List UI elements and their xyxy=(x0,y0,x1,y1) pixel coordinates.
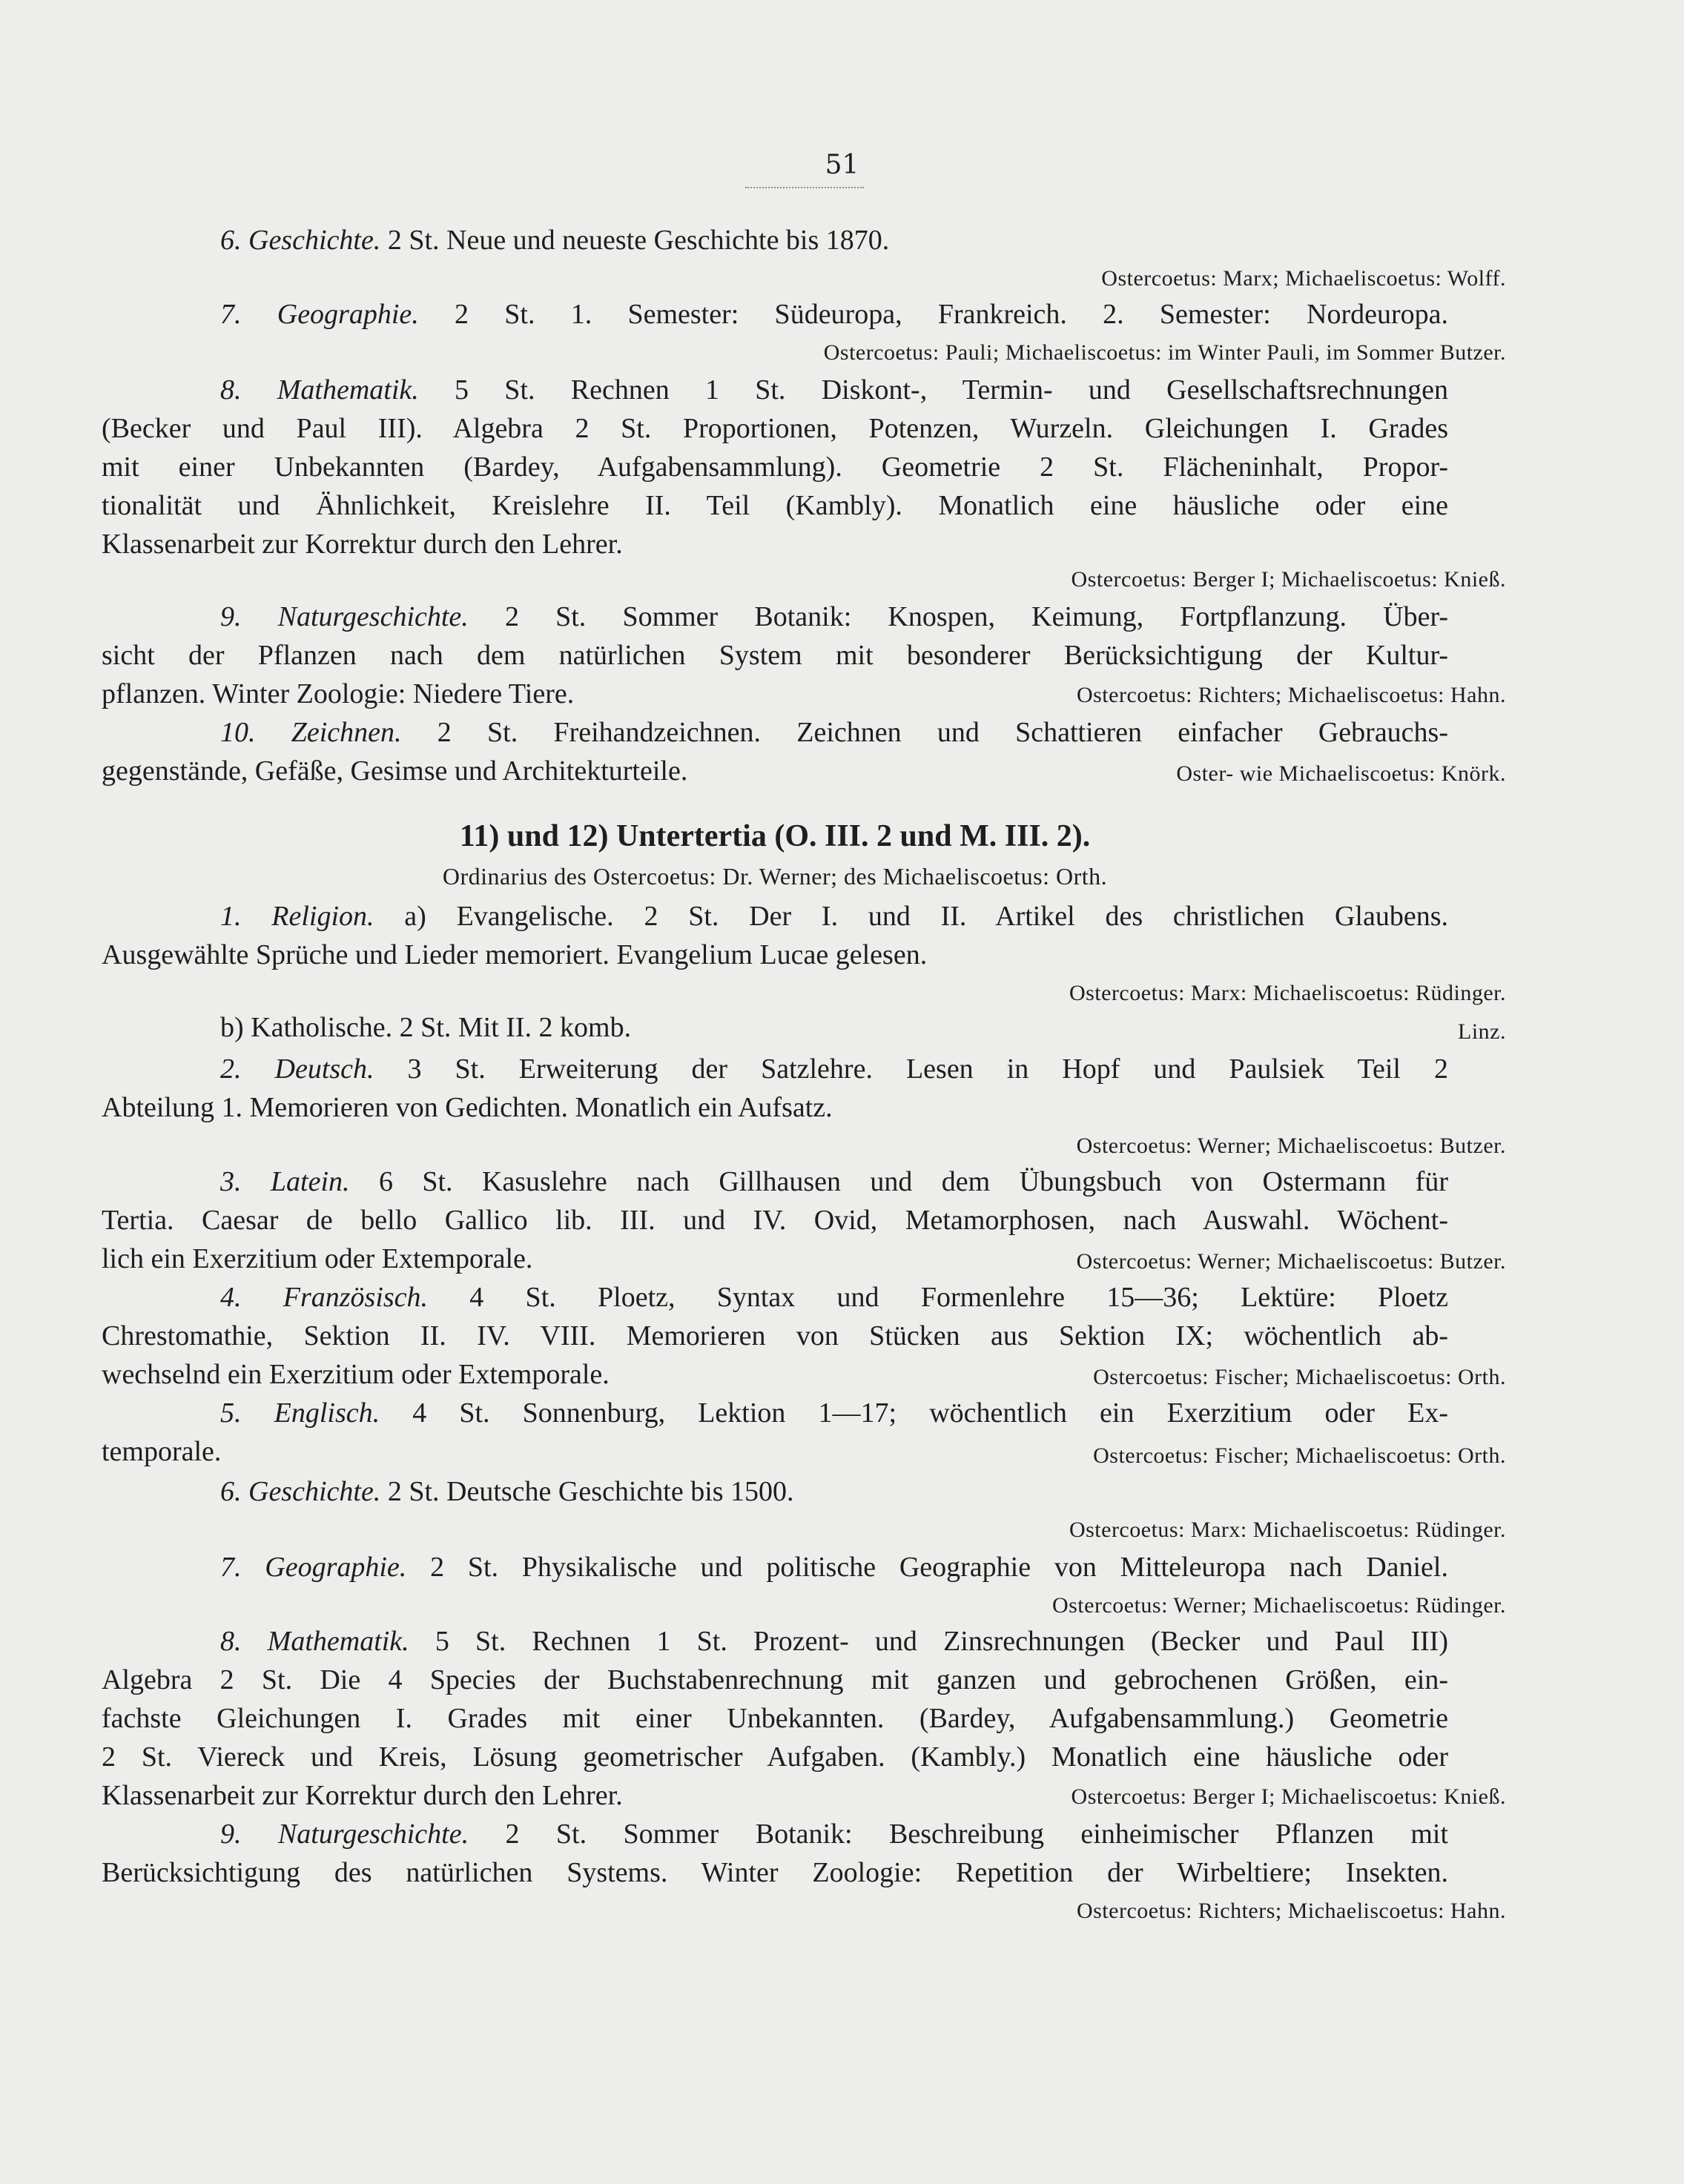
text-line: tionalität und Ähnlichkeit, Kreislehre II. Teil (Kambly). Monatlich eine häusliche oder eine xyxy=(102,490,1448,521)
teacher-assignment: Ostercoetus: Richters; Michaeliscoetus: Hahn. xyxy=(1076,683,1506,707)
text-line: 1. Religion. a) Evangelische. 2 St. Der I. und II. Artikel des christlichen Glaubens. xyxy=(220,901,1448,932)
section-subheading: Ordinarius des Ostercoetus: Dr. Werner; des Michaeliscoetus: Orth. xyxy=(442,863,1108,890)
text-line: 8. Mathematik. 5 St. Rechnen 1 St. Diskont-, Termin- und Gesellschaftsrechnungen xyxy=(220,374,1448,406)
subject-label: 10. Zeichnen. xyxy=(220,717,402,748)
subject-label: 7. Geographie. xyxy=(220,299,419,330)
text-line: 10. Zeichnen. 2 St. Freihandzeichnen. Zeichnen und Schattieren einfacher Gebrauchs- xyxy=(220,717,1448,748)
text-line: Klassenarbeit zur Korrektur durch den Lehrer. xyxy=(102,529,623,560)
teacher-assignment: Linz. xyxy=(1458,1019,1506,1044)
text-line: sicht der Pflanzen nach dem natürlichen System mit besonderer Berücksichtigung der Kultur- xyxy=(102,640,1448,671)
text-line: 8. Mathematik. 5 St. Rechnen 1 St. Prozent- und Zinsrechnungen (Becker und Paul III) xyxy=(220,1626,1448,1657)
teacher-assignment: Ostercoetus: Werner; Michaeliscoetus: Butzer. xyxy=(1076,1134,1506,1158)
subject-label: 3. Latein. xyxy=(220,1166,350,1197)
teacher-assignment: Ostercoetus: Werner; Michaeliscoetus: Butzer. xyxy=(1076,1249,1506,1274)
text-line: Klassenarbeit zur Korrektur durch den Lehrer. xyxy=(102,1780,623,1811)
page-number: 51 xyxy=(825,150,859,180)
text-line: 7. Geographie. 2 St. 1. Semester: Südeuropa, Frankreich. 2. Semester: Nordeuropa. xyxy=(220,299,1448,330)
teacher-assignment: Ostercoetus: Marx: Michaeliscoetus: Rüdinger. xyxy=(1069,981,1506,1005)
text-line: 3. Latein. 6 St. Kasuslehre nach Gillhausen und dem Übungsbuch von Ostermann für xyxy=(220,1166,1448,1197)
text-line: fachste Gleichungen I. Grades mit einer Unbekannten. (Bardey, Aufgabensammlung.) Geometrie xyxy=(102,1703,1448,1734)
text-line: pflanzen. Winter Zoologie: Niedere Tiere. xyxy=(102,678,575,709)
subject-label: 1. Religion. xyxy=(220,901,374,932)
text-line: Chrestomathie, Sektion II. IV. VIII. Memorieren von Stücken aus Sektion IX; wöchentlich ab- xyxy=(102,1320,1448,1351)
teacher-assignment: Ostercoetus: Richters; Michaeliscoetus: Hahn. xyxy=(1076,1899,1506,1923)
text-line: Ausgewählte Sprüche und Lieder memoriert. Evangelium Lucae gelesen. xyxy=(102,939,928,970)
subject-label: 6. Geschichte. xyxy=(220,225,381,256)
text-line: gegenstände, Gefäße, Gesimse und Architekturteile. xyxy=(102,755,688,787)
text-line: 6. Geschichte. 2 St. Neue und neueste Geschichte bis 1870. xyxy=(220,225,890,256)
teacher-assignment: Oster- wie Michaeliscoetus: Knörk. xyxy=(1176,761,1506,786)
text-line: temporale. xyxy=(102,1436,222,1467)
section-heading: 11) und 12) Untertertia (O. III. 2 und M. III. 2). xyxy=(459,819,1091,853)
subject-label: 4. Französisch. xyxy=(220,1282,429,1313)
teacher-assignment: Ostercoetus: Fischer; Michaeliscoetus: Orth. xyxy=(1093,1365,1506,1389)
subject-label: 8. Mathematik. xyxy=(220,1626,409,1657)
teacher-assignment: Ostercoetus: Fischer; Michaeliscoetus: Orth. xyxy=(1093,1443,1506,1468)
subject-label: 2. Deutsch. xyxy=(220,1053,374,1085)
text-line: 9. Naturgeschichte. 2 St. Sommer Botanik: Beschreibung einheimischer Pflanzen mit xyxy=(220,1819,1448,1850)
text-line: 4. Französisch. 4 St. Ploetz, Syntax und Formenlehre 15—36; Lektüre: Ploetz xyxy=(220,1282,1448,1313)
text-line: 5. Englisch. 4 St. Sonnenburg, Lektion 1—17; wöchentlich ein Exerzitium oder Ex- xyxy=(220,1397,1449,1429)
text-line: 7. Geographie. 2 St. Physikalische und politische Geographie von Mitteleuropa nach Daniel. xyxy=(220,1552,1448,1583)
text-line: 2 St. Viereck und Kreis, Lösung geometrischer Aufgaben. (Kambly.) Monatlich eine häusliche oder xyxy=(102,1741,1448,1773)
text-line: wechselnd ein Exerzitium oder Extemporale. xyxy=(102,1359,610,1390)
page-number-underline xyxy=(745,187,864,188)
teacher-assignment: Ostercoetus: Berger I; Michaeliscoetus: Knieß. xyxy=(1071,567,1506,592)
teacher-assignment: Ostercoetus: Werner; Michaeliscoetus: Rüdinger. xyxy=(1051,1593,1506,1618)
text-line: 9. Naturgeschichte. 2 St. Sommer Botanik: Knospen, Keimung, Fortpflanzung. Über- xyxy=(220,601,1449,632)
text-line: lich ein Exerzitium oder Extemporale. xyxy=(102,1243,533,1274)
teacher-assignment: Ostercoetus: Berger I; Michaeliscoetus: Knieß. xyxy=(1071,1784,1506,1809)
text-line: mit einer Unbekannten (Bardey, Aufgabensammlung). Geometrie 2 St. Flächeninhalt, Propor- xyxy=(102,451,1448,483)
subject-label: 9. Naturgeschichte. xyxy=(220,601,469,632)
subject-label: 6. Geschichte. xyxy=(220,1476,381,1507)
text-line: 6. Geschichte. 2 St. Deutsche Geschichte bis 1500. xyxy=(220,1476,794,1507)
subject-label: 5. Englisch. xyxy=(220,1397,380,1429)
teacher-assignment: Ostercoetus: Marx; Michaeliscoetus: Wolff. xyxy=(1101,266,1506,291)
subject-label: 8. Mathematik. xyxy=(220,374,419,406)
subject-label: 9. Naturgeschichte. xyxy=(220,1819,469,1850)
text-line: Abteilung 1. Memorieren von Gedichten. Monatlich ein Aufsatz. xyxy=(102,1092,833,1123)
text-line: Tertia. Caesar de bello Gallico lib. III. und IV. Ovid, Metamorphosen, nach Auswahl. Wöchent- xyxy=(102,1205,1448,1236)
subject-label: 7. Geographie. xyxy=(220,1552,407,1583)
text-line: b) Katholische. 2 St. Mit II. 2 komb. xyxy=(220,1012,632,1043)
text-line: Berücksichtigung des natürlichen Systems. Winter Zoologie: Repetition der Wirbeltiere; Insekten. xyxy=(102,1857,1448,1888)
text-line: 2. Deutsch. 3 St. Erweiterung der Satzlehre. Lesen in Hopf und Paulsiek Teil 2 xyxy=(220,1053,1448,1085)
teacher-assignment: Ostercoetus: Marx: Michaeliscoetus: Rüdinger. xyxy=(1069,1518,1506,1542)
teacher-assignment: Ostercoetus: Pauli; Michaeliscoetus: im Winter Pauli, im Sommer Butzer. xyxy=(823,340,1506,365)
text-line: Algebra 2 St. Die 4 Species der Buchstabenrechnung mit ganzen und gebrochenen Größen, ein- xyxy=(102,1664,1448,1695)
text-line: (Becker und Paul III). Algebra 2 St. Proportionen, Potenzen, Wurzeln. Gleichungen I. Grades xyxy=(102,413,1448,444)
